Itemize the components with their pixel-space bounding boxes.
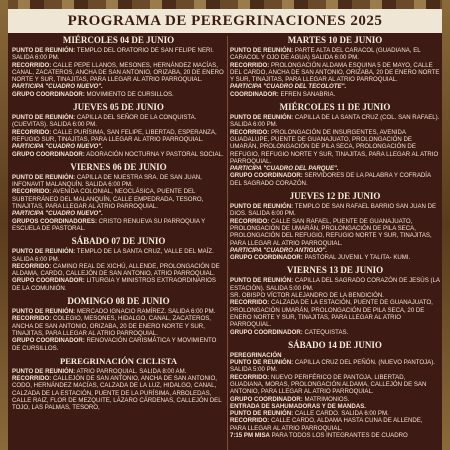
entry-line <box>12 210 225 217</box>
line-label: PUNTO DE REUNIÓN: <box>12 47 76 54</box>
entry-line <box>230 299 440 328</box>
line-label: RECORRIDO: <box>230 61 270 69</box>
entry-line <box>12 143 225 150</box>
entry-line <box>230 374 440 396</box>
line-text: SERVIDORES DE LA PALABRA Y COFRADÍA DEL SAGRADO CORAZÓN. <box>230 172 431 187</box>
line-text: CALLE CARDO, ALDAMA HASTA CUNA DE ALLENDE, PARA LLEGAR AL ATRIO PARROQUIAL. <box>230 417 423 432</box>
line-text: CALLE PURÍSIMA, SAN FELIPE, LIBERTAD, ESPERANZA, REFUGIO SUR, TINAJITAS, PARA LLEGAR AL ATRIO PARROQUIAL. <box>12 128 217 143</box>
line-text: SR. OBISPO VÍCTOR ALEJANDRO DE LA BENDICIÓN. <box>230 292 384 300</box>
line-text: "CUADRO NUEVO". <box>45 210 103 218</box>
line-text: CALLE SAN RAFAEL, PUENTE DE GUANAJUATO, PROLONGACIÓN DE UMARÁN, PROLONGACIÓN DE PILA SECA, PROLONGACIÓN DEL REFUGIO, REFUGIO NORTE Y SUR, TINAJITAS, PARA LLEGAR AL ATRIO PARROQUIAL. <box>230 217 432 247</box>
entry-line <box>12 277 225 292</box>
line-label: GRUPO COORDINADOR: <box>230 254 303 262</box>
column-divider <box>227 36 228 450</box>
left-column <box>12 35 225 450</box>
entry-line <box>12 375 225 411</box>
entry-line <box>230 254 440 261</box>
schedule-entry <box>12 236 225 292</box>
line-text: CATEQUISTAS. <box>302 328 349 336</box>
line-text: EFREN SANABRIA. <box>278 90 336 98</box>
entry-line <box>12 188 225 210</box>
line-text: CAMINO REAL DE XICHÚ, ALLENDE, PROLONGACIÓN DE ALDAMA, CARDO, CALLEJÓN DE SAN ANTONIO, ATRIO PARROQUIAL. <box>12 262 220 278</box>
line-text: CAPILLA DE NUESTRA SRA. DE SAN JUAN, INFONAVIT MALANQUÍN. SALIDA 6:00 PM. <box>12 173 202 189</box>
line-text: CALLEJÓN DE SAN ANTONIO, ANCHA DE SAN ANTONIO, CODO, HERNÁNDEZ MACÍAS, CALZADA DE LA LUZ, HIDALGO, CANAL, CALZADA DE LA ESTACIÓN, PUENTE DE LA PURÍSIMA, ARBOLEDAS, CALLE RAIZ, FLOR DE MEZQUITE, LÁZARO CÁRDENAS, CALLEJÓN DEL TOJO, LAS PALMAS, TESORO, <box>12 375 222 412</box>
line-label: PARTICIPA <box>230 165 264 173</box>
entry-line <box>12 91 225 98</box>
line-text: TEMPLO DEL ORATORIO DE SAN FELIPE NERI. SALIDA 6:00 PM. <box>12 47 214 62</box>
entry-line <box>230 292 440 299</box>
line-label: ENTRADA DE SAHUMADORAS Y DE MANDAS. <box>230 402 366 410</box>
schedule-entry <box>12 356 225 412</box>
day-heading: VIERNES 06 DE JUNIO <box>70 161 167 172</box>
line-text: CALLE PEPE LLANOS, MESONES, HERNÁNDEZ MACÍAS, CANAL, ZACATEROS, ANCHA DE SAN ANTONIO, ORIZABA, 20 DE ENERO NORTE Y SUR, TINAJITAS, PARA LLEGAR AL ATRIO PARROQUIAL. <box>12 61 224 84</box>
line-label: RECORRIDO: <box>12 262 52 270</box>
line-text: MOVIMIENTO DE CURSILLOS. <box>84 90 174 98</box>
line-label: RECORRIDO: <box>230 299 270 307</box>
line-label: PUNTO DE REUNIÓN: <box>230 47 294 54</box>
line-text: TEMPLO DE SAN RAFAEL BARRIO SAN JUAN DE DIOS. SALIDA 6:00 PM. <box>230 203 437 218</box>
entry-line <box>12 129 225 144</box>
line-text: PROLONGACIÓN ALDAMA ESQUINA 5 DE MAYO, CALLE DEL CARDO, ANCHA DE SAN ANTONIO, ORIZABA, 20 DE ENERO NORTE Y SUR, TINAJITAS, PARA LLEGAR AL ATRIO PARROQUIAL. <box>230 61 440 84</box>
line-label: PUNTO DE REUNIÓN: <box>12 248 76 256</box>
line-label: COORDINADOR: <box>230 90 279 98</box>
line-label: GRUPO COORDINADOR: <box>230 328 303 336</box>
line-label: RECORRIDO: <box>230 128 270 136</box>
line-label: RECORRIDO: <box>230 217 270 225</box>
line-label: GRUPO COORDINADOR: <box>12 277 85 285</box>
page-title: PROGRAMA DE PEREGRINACIONES 2025 <box>8 9 442 33</box>
entry-line <box>230 114 440 129</box>
entry-line <box>12 47 225 62</box>
day-heading: MIÉRCOLES 11 DE JUNIO <box>279 102 391 113</box>
line-label: PUNTO DE REUNIÓN: <box>12 308 76 316</box>
line-label: PARTICIPA <box>230 246 264 254</box>
line-text: PARA TODOS LOS INTEGRANTES DE CUADRO <box>269 432 408 440</box>
entry-line <box>230 129 440 165</box>
top-decorative-strip <box>0 0 450 9</box>
line-text: PROLONGACIÓN DE INSURGENTES, AVENIDA GUADALUPE, PUENTE DE GUANAJUATO, PROLONGACIÓN DE UMARÁN, PROLONGACIÓN DE PILA SECA, PROLONGACIÓN DE REFUGIO, REFUGIO NORTE Y SUR, TINAJITAS, PARA LLEGAR AL ATRIO PARROQUIAL. <box>230 128 439 165</box>
day-heading: PEREGRINACIÓN CICLISTA <box>59 355 178 366</box>
day-heading: DOMINGO 08 DE JUNIO <box>67 296 170 307</box>
entry-line <box>12 337 225 352</box>
entry-line <box>230 329 440 336</box>
line-text: "CUADRO ANTIGUO". <box>263 246 328 254</box>
day-heading: JUEVES 12 DE JUNIO <box>289 191 381 202</box>
line-text: PASTORAL JUVENIL Y TALITA- KUMI. <box>302 254 411 262</box>
right-frame-border <box>442 0 450 450</box>
entry-line <box>12 248 225 263</box>
entry-line <box>230 359 440 374</box>
line-label: PUNTO DE REUNIÓN: <box>230 114 294 122</box>
entry-line <box>230 83 440 90</box>
entry-line <box>12 151 225 158</box>
entry-line <box>12 114 225 129</box>
line-text: CAPILLA DE LA SANTA CRUZ (COL. SAN RAFAEL). SALIDA 6:00 PM. <box>230 114 440 129</box>
entry-line <box>12 62 225 84</box>
day-heading: SÁBADO 07 DE JUNIO <box>71 236 166 247</box>
left-frame-border <box>0 0 8 450</box>
line-label: PUNTO DE REUNIÓN: <box>12 367 76 375</box>
line-label: RECORRIDO: <box>230 417 270 425</box>
entry-line <box>12 368 225 375</box>
line-label: GRUPO COORDINADOR: <box>12 90 85 98</box>
line-label: RECORRIDO: <box>230 373 270 381</box>
line-text: "CUADRO DEL TECOLOTE". <box>263 83 347 91</box>
entry-line <box>230 432 440 439</box>
line-label: PUNTO DE REUNIÓN: <box>12 173 76 181</box>
line-label: PUNTO DE REUNIÓN: <box>12 114 76 122</box>
line-text: AVENIDA COLONIAL, NEOCLÁSICA, PUENTE DEL SUBTERRÁNEO DEL MALANQUÍN, CALLE EMPEDRADA, TESORO, TINAJITAS, PARA LLEGAR AL ATRIO PARROQUIAL. <box>12 188 204 211</box>
line-label: PUNTO DE REUNIÓN: <box>230 410 294 418</box>
day-heading: MIÉRCOLES 04 DE JUNIO <box>62 35 175 45</box>
line-label: GRUPO COORDINADOR: <box>230 172 303 180</box>
line-text: MATRIMONIOS. <box>302 395 350 403</box>
line-text: COLEGIO, MESONES, HIDALGO, CANAL, ZACATEROS, ANCHA DE SAN ANTONIO, ORIZABA, 20 DE ENERO NORTE Y SUR, TINAJITAS, PARA LLEGAR AL ATRIO PARROQUIAL. <box>12 315 211 337</box>
schedule-entry <box>230 191 440 261</box>
line-text: RENOVACIÓN CARISMÁTICA Y MOVIMIENTO DE CURSILLOS. <box>12 337 217 352</box>
line-label: PARTICIPA <box>12 210 46 218</box>
entry-line <box>230 352 440 359</box>
entry-line <box>230 247 440 254</box>
entry-line <box>230 396 440 403</box>
line-label: PARTICIPA <box>12 143 46 151</box>
entry-line <box>230 203 440 218</box>
line-label: PEREGRINACIÓN <box>230 351 282 359</box>
schedule-entry <box>230 265 440 335</box>
line-label: PUNTO DE REUNIÓN: <box>230 359 294 367</box>
schedule-entry <box>12 102 225 158</box>
line-text: NUEVO PERIFÉRICO DE PANTOJA, LIBERTAD, GUADIANA, MORAS, PROLONGACIÓN ALDAMA, CALLEJÓN DE SAN ANTONIO, PARA LLEGAR AL ATRIO PARROQUIAL. <box>230 373 427 396</box>
day-heading: MARTES 10 DE JUNIO <box>287 35 383 45</box>
entry-line <box>230 62 440 84</box>
line-text: MERCADO IGNACIO RAMÍREZ. SALIDA 6:00 PM. <box>75 308 216 316</box>
schedule-entry <box>230 102 440 187</box>
schedule-entry <box>12 296 225 352</box>
entry-line <box>230 277 440 292</box>
entry-line <box>230 165 440 172</box>
entry-line <box>230 91 440 98</box>
schedule-entry <box>12 162 225 232</box>
line-label: GRUPOS COORDINADORES: <box>12 217 97 225</box>
entry-line <box>12 263 225 278</box>
entry-line <box>12 174 225 189</box>
entry-line <box>12 218 225 233</box>
entry-line <box>230 417 440 432</box>
schedule-entry <box>230 35 440 98</box>
line-label: RECORRIDO: <box>12 188 52 196</box>
entry-line <box>230 172 440 187</box>
line-label: PARTICIPA <box>12 83 46 91</box>
line-label: RECORRIDO: <box>12 315 52 323</box>
line-text: "CUADRO NUEVO". <box>45 83 103 91</box>
entry-line <box>12 83 225 90</box>
line-text: CAPILLA DEL SEÑOR DE LA CONQUISTA. (CUEVITAS). SALIDA 6:00 PM. <box>12 114 197 129</box>
entry-line <box>230 47 440 62</box>
line-label: RECORRIDO: <box>12 128 52 136</box>
line-text: CAPILLA DEL SAGRADO CORAZÓN DE JESÚS (LA ESTACIÓN). SALIDA 5:00 PM. <box>230 277 440 292</box>
day-heading: JUEVES 05 DE JUNIO <box>73 102 164 113</box>
line-label: PUNTO DE REUNIÓN: <box>230 277 294 285</box>
line-label: RECORRIDO: <box>12 375 52 383</box>
line-label: RECORRIDO: <box>12 61 52 69</box>
schedule-entry <box>12 35 225 98</box>
line-text: "CUADRO DEL PARQUE". <box>263 165 339 173</box>
line-text: PARTE ALTA DEL CARACOL (GUADIANA, EL CARACOL Y OJO DE AGUA) SALIDA 6:00 PM. <box>230 47 421 62</box>
line-text: ADORACIÓN NOCTURNA Y PASTORAL SOCIAL. <box>84 150 224 158</box>
entry-line <box>230 218 440 247</box>
day-heading: SÁBADO 14 DE JUNIO <box>288 339 382 350</box>
line-text: ATRIO PARROQUIAL. SALIDA 8:00 AM. <box>75 367 187 375</box>
entry-line <box>12 308 225 315</box>
line-text: LITURGIA Y MINISTROS EXTRAORDINARIOS DE LA COMUNIÓN. <box>12 277 216 292</box>
line-text: CRISTO RENUEVA SU PARROQUIA Y ESCUELA DE PASTORAL. <box>12 217 206 232</box>
line-text: CALZADA DE LA ESTACIÓN, PUENTE DE GUANAJUATO, PROLONGACIÓN UMARÁN, PROLONGACIÓN DE PILA SECA, 20 DE ENERO NORTE Y SUR, TINAJITAS, PARA LLEGAR AL ATRIO PARROQUIAL. <box>230 299 433 329</box>
line-label: PARTICIPA <box>230 83 264 91</box>
line-text: CALLE CARDO. SALIDA 6:00 PM. <box>293 410 389 418</box>
line-text: CAPILLA CRUZ DEL PEÑÓN. (NUEVO PANTOJA). SALIDA 5:00 PM. <box>230 359 435 374</box>
entry-line <box>230 410 440 417</box>
line-text: TEMPLO DE LA SANTA CRUZ, VALLE DEL MAÍZ. SALIDA 6:00 PM. <box>12 248 214 263</box>
entry-line <box>12 315 225 337</box>
line-label: PUNTO DE REUNIÓN: <box>230 203 294 211</box>
line-label: 7:15 PM MISA <box>230 432 270 440</box>
line-label: GRUPO COORDINADOR: <box>12 337 85 345</box>
line-label: GRUPO COORDINADOR: <box>12 150 85 158</box>
line-label: GRUPO COORDINADOR: <box>230 395 303 403</box>
right-column <box>230 35 440 450</box>
day-heading: VIERNES 13 DE JUNIO <box>286 265 384 276</box>
schedule-entry <box>230 340 440 440</box>
line-text: "CUADRO NUEVO". <box>45 143 103 151</box>
